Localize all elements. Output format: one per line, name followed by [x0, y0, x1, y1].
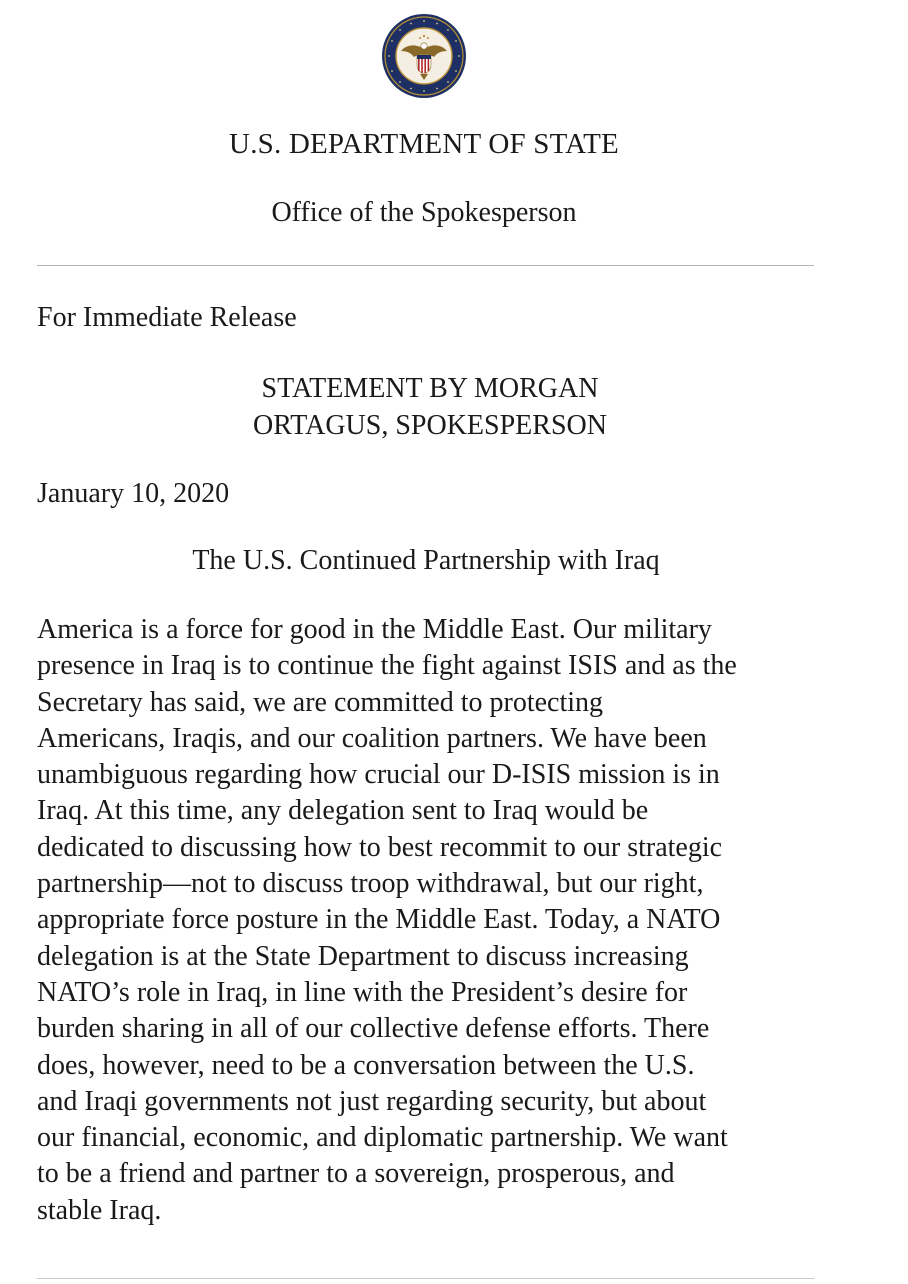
body-line: delegation is at the State Department to discuss increasing: [37, 940, 689, 972]
body-line: presence in Iraq is to continue the fight against ISIS and as the: [37, 650, 737, 682]
statement-title: [0, 370, 860, 444]
body-line: Secretary has said, we are committed to protecting: [37, 686, 604, 718]
department-name: U.S. DEPARTMENT OF STATE: [229, 128, 619, 160]
body-line: Americans, Iraqis, and our coalition partners. We have been: [37, 722, 707, 754]
statement-subject: The U.S. Continued Partnership with Iraq: [192, 545, 660, 576]
footer-divider: [37, 1278, 814, 1279]
body-line: unambiguous regarding how crucial our D-ISIS mission is in: [37, 759, 720, 791]
body-line: burden sharing in all of our collective defense efforts. There: [37, 1013, 710, 1045]
body-line: America is a force for good in the Middle East. Our military: [37, 614, 712, 645]
office-name: Office of the Spokesperson: [271, 197, 577, 228]
great-seal-icon: [381, 13, 467, 99]
body-line: and Iraqi governments not just regarding security, but about: [37, 1085, 707, 1117]
release-line: For Immediate Release: [37, 302, 297, 333]
body-line: our financial, economic, and diplomatic partnership. We want: [37, 1122, 728, 1154]
statement-body: [37, 612, 837, 1229]
body-line: dedicated to discussing how to best recommit to our strategic: [37, 831, 723, 863]
body-line: to be a friend and partner to a sovereign, prosperous, and: [37, 1158, 675, 1190]
statement-title-line-1: STATEMENT BY MORGAN: [261, 373, 599, 404]
body-line: stable Iraq.: [37, 1194, 162, 1226]
body-line: does, however, need to be a conversation between the U.S.: [37, 1049, 695, 1081]
header-divider: [37, 265, 814, 266]
body-line: Iraq. At this time, any delegation sent to Iraq would be: [37, 795, 649, 827]
release-date: January 10, 2020: [37, 478, 230, 509]
statement-title-line-2: ORTAGUS, SPOKESPERSON: [253, 410, 607, 441]
body-line: NATO’s role in Iraq, in line with the President’s desire for: [37, 976, 688, 1008]
body-line: partnership—not to discuss troop withdrawal, but our right,: [37, 868, 704, 900]
body-line: appropriate force posture in the Middle East. Today, a NATO: [37, 904, 721, 936]
